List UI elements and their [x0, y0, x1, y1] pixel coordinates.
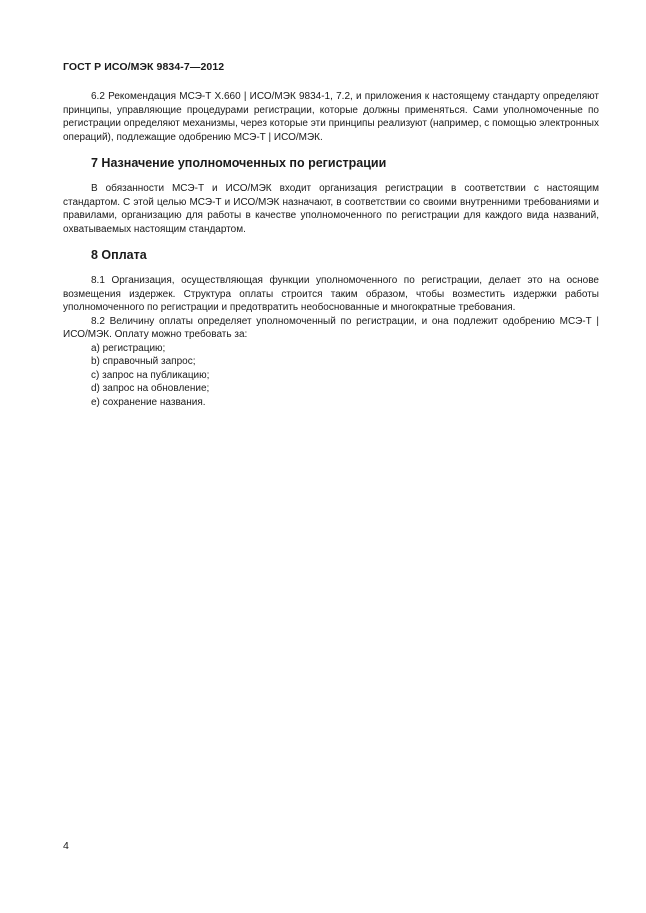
list-item: d) запрос на обновление; — [91, 383, 210, 394]
list-item: а) регистрацию; — [91, 342, 166, 354]
standard-code-header: ГОСТ Р ИСО/МЭК 9834-7—2012 — [63, 61, 225, 73]
section-7-text: В обязанности МСЭ-Т и ИСО/МЭК входит организация регистрации в соответствии с настоящим стандартом. С этой целью МСЭ-Т и ИСО/МЭК назначают, в соответствии со своими внутренними требованиями и правилами, организацию для работы в качестве уполномоченного по регистрации для каждого вида названий, охватываемых настоящим стандартом. — [63, 183, 599, 235]
payment-items-list — [63, 342, 599, 410]
list-item: b) справочный запрос; — [91, 356, 196, 367]
paragraph-8-2: 8.2 Величину оплаты определяет уполномоченный по регистрации, и она подлежит одобрению МСЭ-Т | ИСО/МЭК. Оплату можно требовать за: — [63, 315, 599, 340]
paragraph-8-1: 8.1 Организация, осуществляющая функции уполномоченного по регистрации, делает это на основе возмещения издержек. Структура оплаты строится таким образом, чтобы возместить издержки работы уполномоченного по регистрации и предотвратить необоснованные и многократные требования. — [63, 275, 599, 313]
document-body — [63, 90, 599, 409]
section-7-title: 7 Назначение уполномоченных по регистрации — [91, 156, 387, 170]
paragraph-6-2: 6.2 Рекомендация МСЭ-Т Х.660 | ИСО/МЭК 9834-1, 7.2, и приложения к настоящему стандарту определяют принципы, управляющие процедурами регистрации, которые должны применяться. Сами уполномоченные по регистрации определяют механизмы, через которые эти принципы реализуют (например, с помощью электронных операций), подлежащие одобрению МСЭ-Т | ИСО/МЭК. — [63, 91, 599, 143]
section-8-title: 8 Оплата — [91, 248, 147, 262]
list-item: с) запрос на публикацию; — [91, 369, 210, 381]
page-number: 4 — [63, 840, 69, 852]
list-item: е) сохранение названия. — [91, 396, 206, 408]
